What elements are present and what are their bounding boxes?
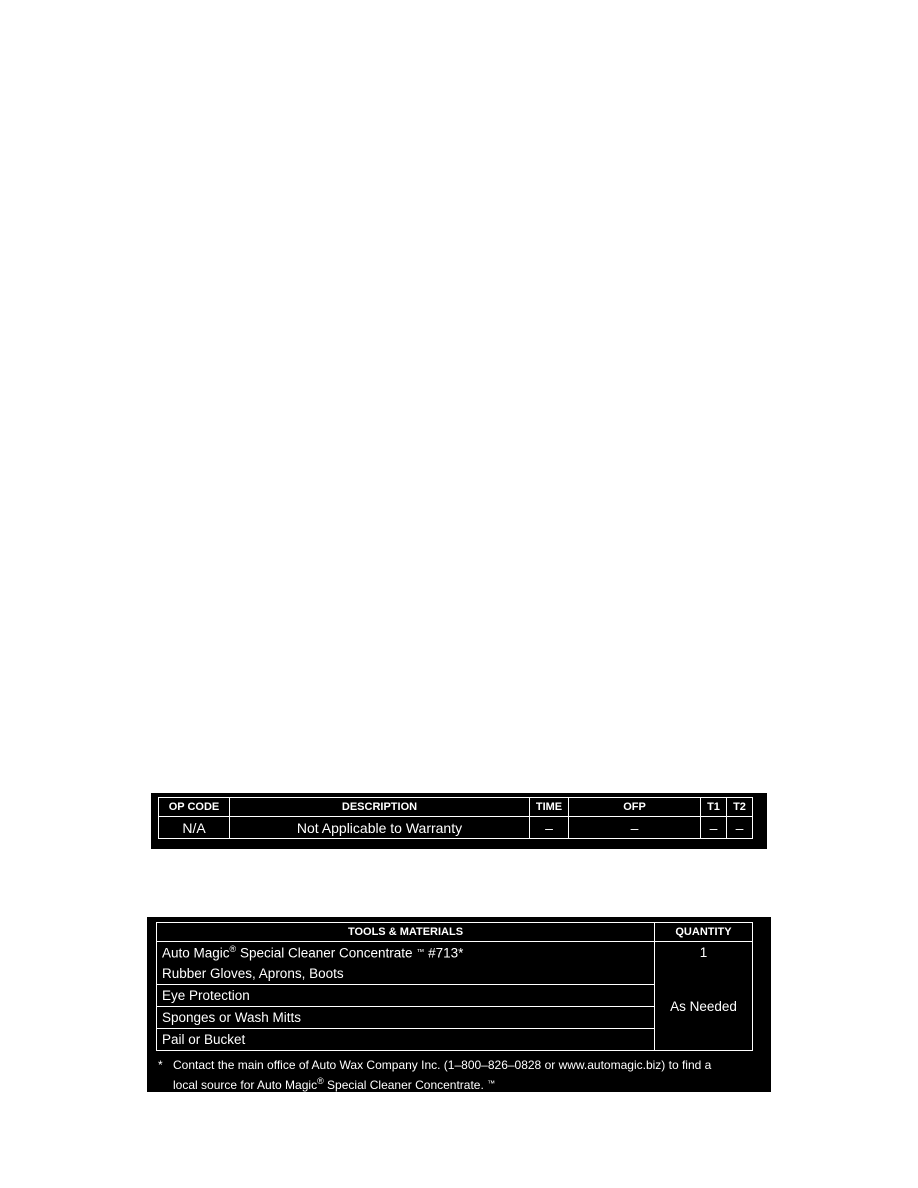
header-quantity: QUANTITY — [655, 923, 753, 942]
header-op-code: OP CODE — [159, 798, 230, 817]
item-rubber-gloves: Rubber Gloves, Aprons, Boots — [157, 963, 655, 985]
op-code-table — [158, 797, 753, 839]
cell-time: – — [530, 817, 569, 839]
footnote-line-1: Contact the main office of Auto Wax Company Inc. (1–800–826–0828 or www.automagic.biz) to find a — [173, 1058, 712, 1072]
table-header-row — [159, 798, 753, 817]
tools-materials-table — [156, 922, 753, 1051]
footnote — [156, 1057, 761, 1093]
footnote-marker: * — [158, 1058, 163, 1072]
table-row — [157, 963, 753, 985]
footnote-line-2b: Special Cleaner Concentrate. — [323, 1078, 484, 1092]
cell-t2: – — [727, 817, 753, 839]
registered-mark: ® — [317, 1076, 324, 1086]
cell-op-code: N/A — [159, 817, 230, 839]
header-tools-materials: TOOLS & MATERIALS — [157, 923, 655, 942]
quantity-first: 1 — [655, 942, 753, 964]
header-description: DESCRIPTION — [230, 798, 530, 817]
item-name: Auto Magic — [162, 945, 230, 961]
table-row — [157, 942, 753, 964]
item-pail: Pail or Bucket — [157, 1029, 655, 1051]
item-name-rest: Special Cleaner Concentrate — [236, 945, 413, 961]
footnote-line-2 — [173, 1073, 761, 1093]
item-sponges: Sponges or Wash Mitts — [157, 1007, 655, 1029]
table-row — [159, 817, 753, 839]
header-t1: T1 — [701, 798, 727, 817]
quantity-rest: As Needed — [655, 963, 753, 1051]
tools-materials-panel — [147, 917, 771, 1092]
cell-t1: – — [701, 817, 727, 839]
cell-description: Not Applicable to Warranty — [230, 817, 530, 839]
header-time: TIME — [530, 798, 569, 817]
item-eye-protection: Eye Protection — [157, 985, 655, 1007]
footnote-line-2a: local source for Auto Magic — [173, 1078, 318, 1092]
trademark-mark: ™ — [416, 947, 425, 957]
table-header-row — [157, 923, 753, 942]
cell-ofp: – — [569, 817, 701, 839]
header-t2: T2 — [727, 798, 753, 817]
header-ofp: OFP — [569, 798, 701, 817]
registered-mark: ® — [229, 944, 237, 955]
op-code-panel — [151, 793, 767, 849]
item-name-tail: #713* — [424, 945, 464, 961]
item-auto-magic — [157, 942, 655, 964]
trademark-mark: ™ — [487, 1079, 496, 1088]
